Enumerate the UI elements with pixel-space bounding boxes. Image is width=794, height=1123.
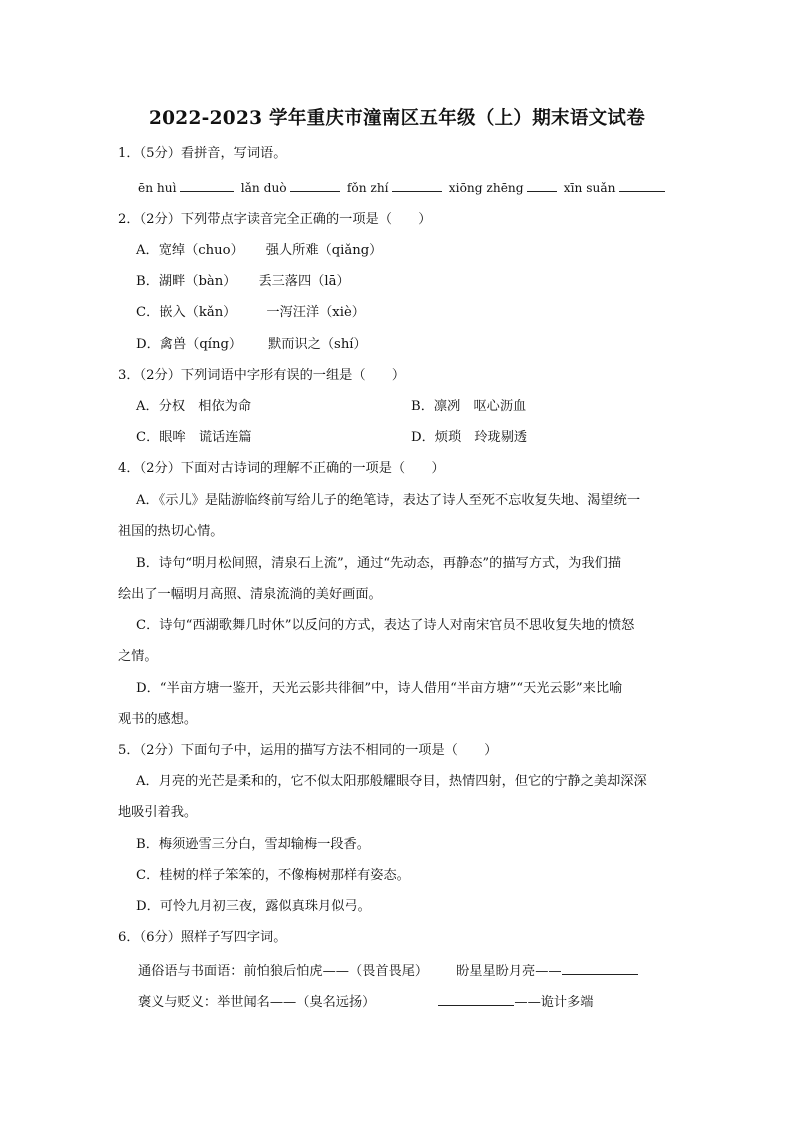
option-word-2: 默而识之（shí） <box>268 337 367 352</box>
option-word-2: 丢三落四（lā） <box>258 274 350 289</box>
option-word-2: 强人所难（qiǎng） <box>265 243 383 258</box>
question-3-option-b[interactable]: B．凛冽 呕心沥血 <box>411 399 527 414</box>
pinyin-2: lǎn duò <box>240 181 287 195</box>
question-3-option-a[interactable]: A．分权 相依为命 <box>136 399 252 414</box>
question-6-row-1 <box>138 960 641 982</box>
question-2-option-c[interactable] <box>136 303 365 323</box>
option-word-1: C．嵌入（kǎn） <box>136 305 237 320</box>
question-4-option-d-cont: 观书的感想。 <box>118 712 198 727</box>
page-title: 2022-2023 学年重庆市潼南区五年级（上）期末语文试卷 <box>148 108 646 129</box>
answer-blank[interactable] <box>562 960 638 975</box>
answer-blank[interactable] <box>180 177 234 192</box>
example-text: 褒义与贬义：举世闻名——（臭名远扬） <box>138 995 376 1010</box>
question-6-row-2 <box>138 991 594 1013</box>
question-2-option-a[interactable] <box>136 241 382 261</box>
question-2-stem: 2．（2分）下列带点字读音完全正确的一项是（ ） <box>118 212 432 227</box>
answer-blank[interactable] <box>527 177 557 192</box>
question-5-option-c[interactable]: C．桂树的样子笨笨的，不像梅树那样有姿态。 <box>136 868 410 883</box>
answer-blank[interactable] <box>619 177 665 192</box>
question-4-option-b-cont: 绘出了一幅明月高照、清泉流淌的美好画面。 <box>118 587 382 602</box>
pinyin-3: fǒn zhí <box>346 181 389 195</box>
question-5-stem: 5．（2分）下面句子中，运用的描写方法不相同的一项是（ ） <box>118 743 498 758</box>
option-word-1: A．宽绰（chuo） <box>136 243 244 258</box>
question-4-option-d[interactable]: D．“半亩方塘一鉴开，天光云影共徘徊”中，诗人借用“半亩方塘”“天光云影”来比喻 <box>136 681 623 696</box>
question-4-option-a[interactable]: A．《示儿》是陆游临终前写给儿子的绝笔诗，表达了诗人至死不忘收复失地、渴望统一 <box>136 493 641 508</box>
prompt-text: ——诡计多端 <box>514 995 594 1010</box>
answer-blank[interactable] <box>438 991 514 1006</box>
question-4-option-c-cont: 之情。 <box>118 649 158 664</box>
question-2-option-b[interactable] <box>136 272 350 292</box>
question-1-stem: 1．（5分）看拼音，写词语。 <box>118 146 287 161</box>
question-3-option-d[interactable]: D．烦琐 玲珑剔透 <box>411 430 528 445</box>
pinyin-4: xiōng zhēng <box>448 181 524 195</box>
question-3-stem: 3．（2分）下列词语中字形有误的一组是（ ） <box>118 368 406 383</box>
option-word-1: B．湖畔（bàn） <box>136 274 237 289</box>
question-4-option-b[interactable]: B．诗句“明月松间照，清泉石上流”，通过“先动态，再静态”的描写方式，为我们描 <box>136 556 622 571</box>
question-5-option-a[interactable]: A．月亮的光芒是柔和的，它不似太阳那般耀眼夺目，热情四射，但它的宁静之美却深深 <box>136 774 647 789</box>
question-2-option-d[interactable] <box>136 335 367 355</box>
prompt-text: 盼星星盼月亮—— <box>456 964 562 979</box>
question-5-option-a-cont: 地吸引着我。 <box>118 805 198 820</box>
question-4-option-c[interactable]: C．诗句“西湖歌舞几时休”以反问的方式，表达了诗人对南宋官员不思收复失地的愤怒 <box>136 618 635 633</box>
question-3-option-c[interactable]: C．眼哞 谎话连篇 <box>136 430 252 445</box>
option-word-1: D．禽兽（qíng） <box>136 337 243 352</box>
question-1-pinyin-row <box>138 177 668 199</box>
pinyin-1: ēn huì <box>138 181 177 195</box>
question-5-option-d[interactable]: D．可怜九月初三夜，露似真珠月似弓。 <box>136 899 371 914</box>
question-6-stem: 6．（6分）照样子写四字词。 <box>118 930 287 945</box>
example-text: 通俗语与书面语：前怕狼后怕虎——（畏首畏尾） <box>138 964 429 979</box>
answer-blank[interactable] <box>392 177 442 192</box>
question-5-option-b[interactable]: B．梅须逊雪三分白，雪却输梅一段香。 <box>136 837 370 852</box>
question-4-stem: 4．（2分）下面对古诗词的理解不正确的一项是（ ） <box>118 461 445 476</box>
answer-blank[interactable] <box>290 177 340 192</box>
pinyin-5: xīn suǎn <box>563 181 616 195</box>
question-4-option-a-cont: 祖国的热切心情。 <box>118 524 224 539</box>
option-word-2: 一泻汪洋（xiè） <box>266 305 365 320</box>
